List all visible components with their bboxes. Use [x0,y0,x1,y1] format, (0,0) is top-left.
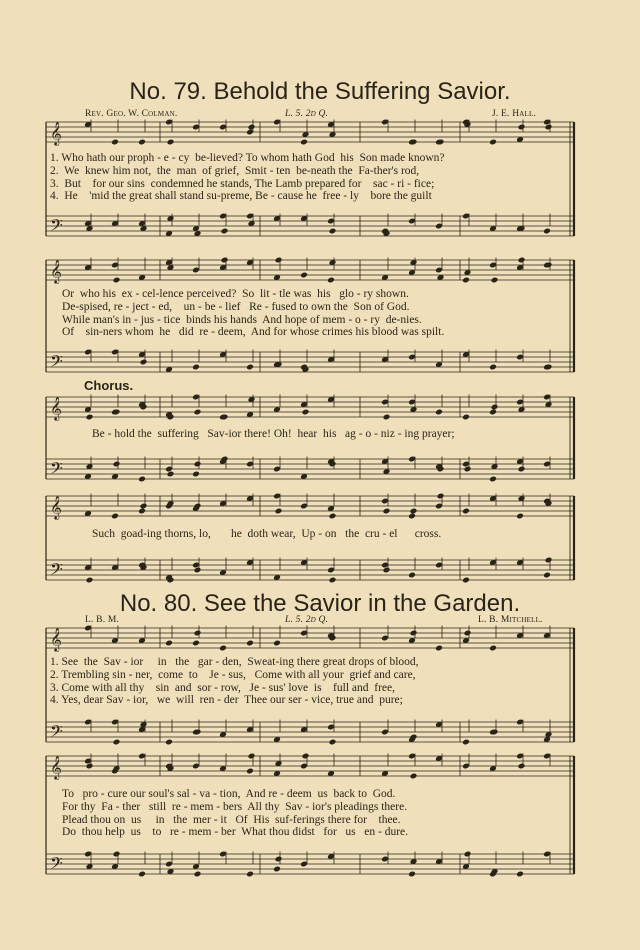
hymn-79-system-4-lyrics [92,528,602,541]
lyric-line: 4. Yes, dear Sav - ior, we will ren - der Thee our ser - vice, true and pure; [50,694,403,707]
note-head [462,739,470,746]
note-head [489,364,497,371]
lyric-line: 4. He 'mid the great shall stand su-preme, Be - cause he free - ly bore the guilt [50,190,432,203]
note-head [86,577,94,584]
note-head [246,871,254,878]
note-head [329,513,337,520]
note-head [275,856,283,863]
note-head [462,414,470,421]
hymn-79-author: Rev. Geo. W. Colman. [85,109,178,119]
note-head [248,753,256,760]
note-head [138,476,146,483]
lyric-line: Of sin-ners whom he did re - deem, And for whose crimes his blood was spilt. [62,326,445,339]
hymn-79-composer: J. E. Hall. [492,109,537,119]
note-head [246,364,254,371]
note-head [275,257,283,264]
note-head [194,630,202,637]
lyric-line: Do thou help us to re - mem - ber What thou didst for us en - dure. [62,826,408,839]
lyric-line: 3. Come with all thy sin and sor - row, Je - sus' love is full and free, [50,681,395,694]
note-head [192,640,200,647]
note-head [464,466,472,473]
note-head [273,866,281,873]
lyric-line: 2. Trembling sin - ner, come to Je - sus, Come with all your grief and care, [50,668,416,681]
clef-glyph: 𝄞 [50,396,62,420]
note-head [464,851,472,858]
note-head [138,871,146,878]
note-head [437,493,445,500]
note-head [491,404,499,411]
note-head [194,461,202,468]
note-head [462,508,470,515]
lyric-line: To pro - cure our soul's sal - va - tion, And re - deem us back to God. [62,788,396,800]
note-head [302,753,310,760]
note-head [192,471,200,478]
note-head [518,466,526,473]
note-head [246,640,254,647]
note-head [489,476,497,483]
note-head [111,139,119,146]
note-head [113,851,121,858]
note-head [140,503,148,510]
note-head [408,572,416,579]
note-head [410,508,418,515]
hymn-79-system-2-lyrics [62,288,572,339]
lyric-line: 1. Who hath our proph - e - cy be-lieved? To whom hath God his Son made known? [50,152,445,164]
note-head [329,739,337,746]
note-head [464,630,472,637]
note-head [516,513,524,520]
note-head [489,645,497,652]
note-head [489,139,497,146]
lyric-line: Plead thou on us in the mer - it Of His suf-ferings there for thee. [62,813,401,826]
lyric-line: While man's in - jus - tice binds his hands And hope of mem - o - ry de-nies. [62,313,422,326]
note-head [248,124,256,131]
lyric-line: Or who his ex - cel-lence perceived? So lit - tle was his glo - ry shown. [62,288,409,300]
note-head [86,414,94,421]
note-head [518,257,526,264]
chorus-label: Chorus. [84,378,134,393]
note-head [383,414,391,421]
clef-glyph: 𝄢 [50,351,63,375]
note-head [516,871,524,878]
note-head [383,508,391,515]
note-head [329,228,337,235]
note-head [327,277,335,284]
clef-glyph: 𝄞 [50,627,62,651]
note-head [221,228,229,235]
hymn-80-system-2-lyrics [62,788,572,839]
note-head [138,508,146,515]
hymn-79-title: No. 79. Behold the Suffering Savior. [129,78,511,105]
note-head [273,640,281,647]
lyric-line: De-spised, re - ject - ed, un - be - lief Re - fused to own the Son of God. [62,300,410,313]
note-head [302,409,310,416]
note-head [545,557,553,564]
note-head [194,567,202,574]
clef-glyph: 𝄞 [50,259,62,283]
note-head [194,871,202,878]
note-head [138,139,146,146]
clef-glyph: 𝄢 [50,559,63,583]
note-head [518,763,526,770]
hymn-80-meter: L. 5. 2d Q. [285,615,329,625]
note-head [408,513,416,520]
note-head [192,364,200,371]
hymn-79-meter: L. 5. 2d Q. [285,109,329,119]
note-head [165,640,173,647]
note-head [275,508,283,515]
clef-glyph: 𝄢 [50,215,63,239]
note-head [300,272,308,279]
note-head [543,572,551,579]
note-head [167,471,175,478]
note-head [329,577,337,584]
note-head [462,577,470,584]
hymn-80-author: L. B. M. [85,615,120,625]
note-head [545,124,553,131]
hymn-80-title: No. 80. See the Savior in the Garden. [119,590,521,617]
note-head [410,773,418,780]
note-head [462,277,470,284]
note-head [435,645,443,652]
note-head [383,567,391,574]
note-head [435,409,443,416]
clef-glyph: 𝄢 [50,853,63,877]
note-head [167,139,175,146]
note-head [489,409,497,416]
note-head [221,257,229,264]
note-head [113,739,121,746]
note-head [408,871,416,878]
hymn-80-system-1-lyrics [50,656,560,707]
clef-glyph: 𝄢 [50,458,63,482]
note-head [219,645,227,652]
lyric-line: 2. We knew him not, the man of grief, Smit - ten be-neath the Fa-ther's rod, [50,164,420,177]
lyric-line: Be - hold the suffering Sav-ior there! Oh! hear his ag - o - niz - ing prayer; [92,428,455,440]
note-head [113,277,121,284]
clef-glyph: 𝄞 [50,755,62,779]
hymn-79-system-1-lyrics [50,152,560,203]
note-head [491,277,499,284]
lyric-line: For thy Fa - ther still re - mem - bers All thy Sav - ior's pleadings there. [62,800,408,813]
lyric-line: 1. See the Sav - ior in the gar - den, Sweat-ing there great drops of blood, [50,656,419,668]
note-head [300,139,308,146]
hymn-79-system-3-lyrics [92,428,602,441]
note-head [543,228,551,235]
clef-glyph: 𝄞 [50,495,62,519]
note-head [194,409,202,416]
note-head [518,124,526,131]
clef-glyph: 𝄢 [50,721,63,745]
clef-glyph: 𝄞 [50,121,62,145]
note-head [246,768,254,775]
lyric-line: 3. But for our sins condemned he stands, The Lamb prepared for sac - ri - fice; [50,177,435,190]
note-head [111,513,119,520]
note-head [113,461,121,468]
note-head [86,763,94,770]
note-head [165,739,173,746]
note-head [140,359,148,366]
lyric-line: Such goad-ing thorns, lo, he doth wear, Up - on the cru - el cross. [92,528,442,540]
hymn-80-composer: L. B. Mitchell. [478,615,543,625]
note-head [410,630,418,637]
